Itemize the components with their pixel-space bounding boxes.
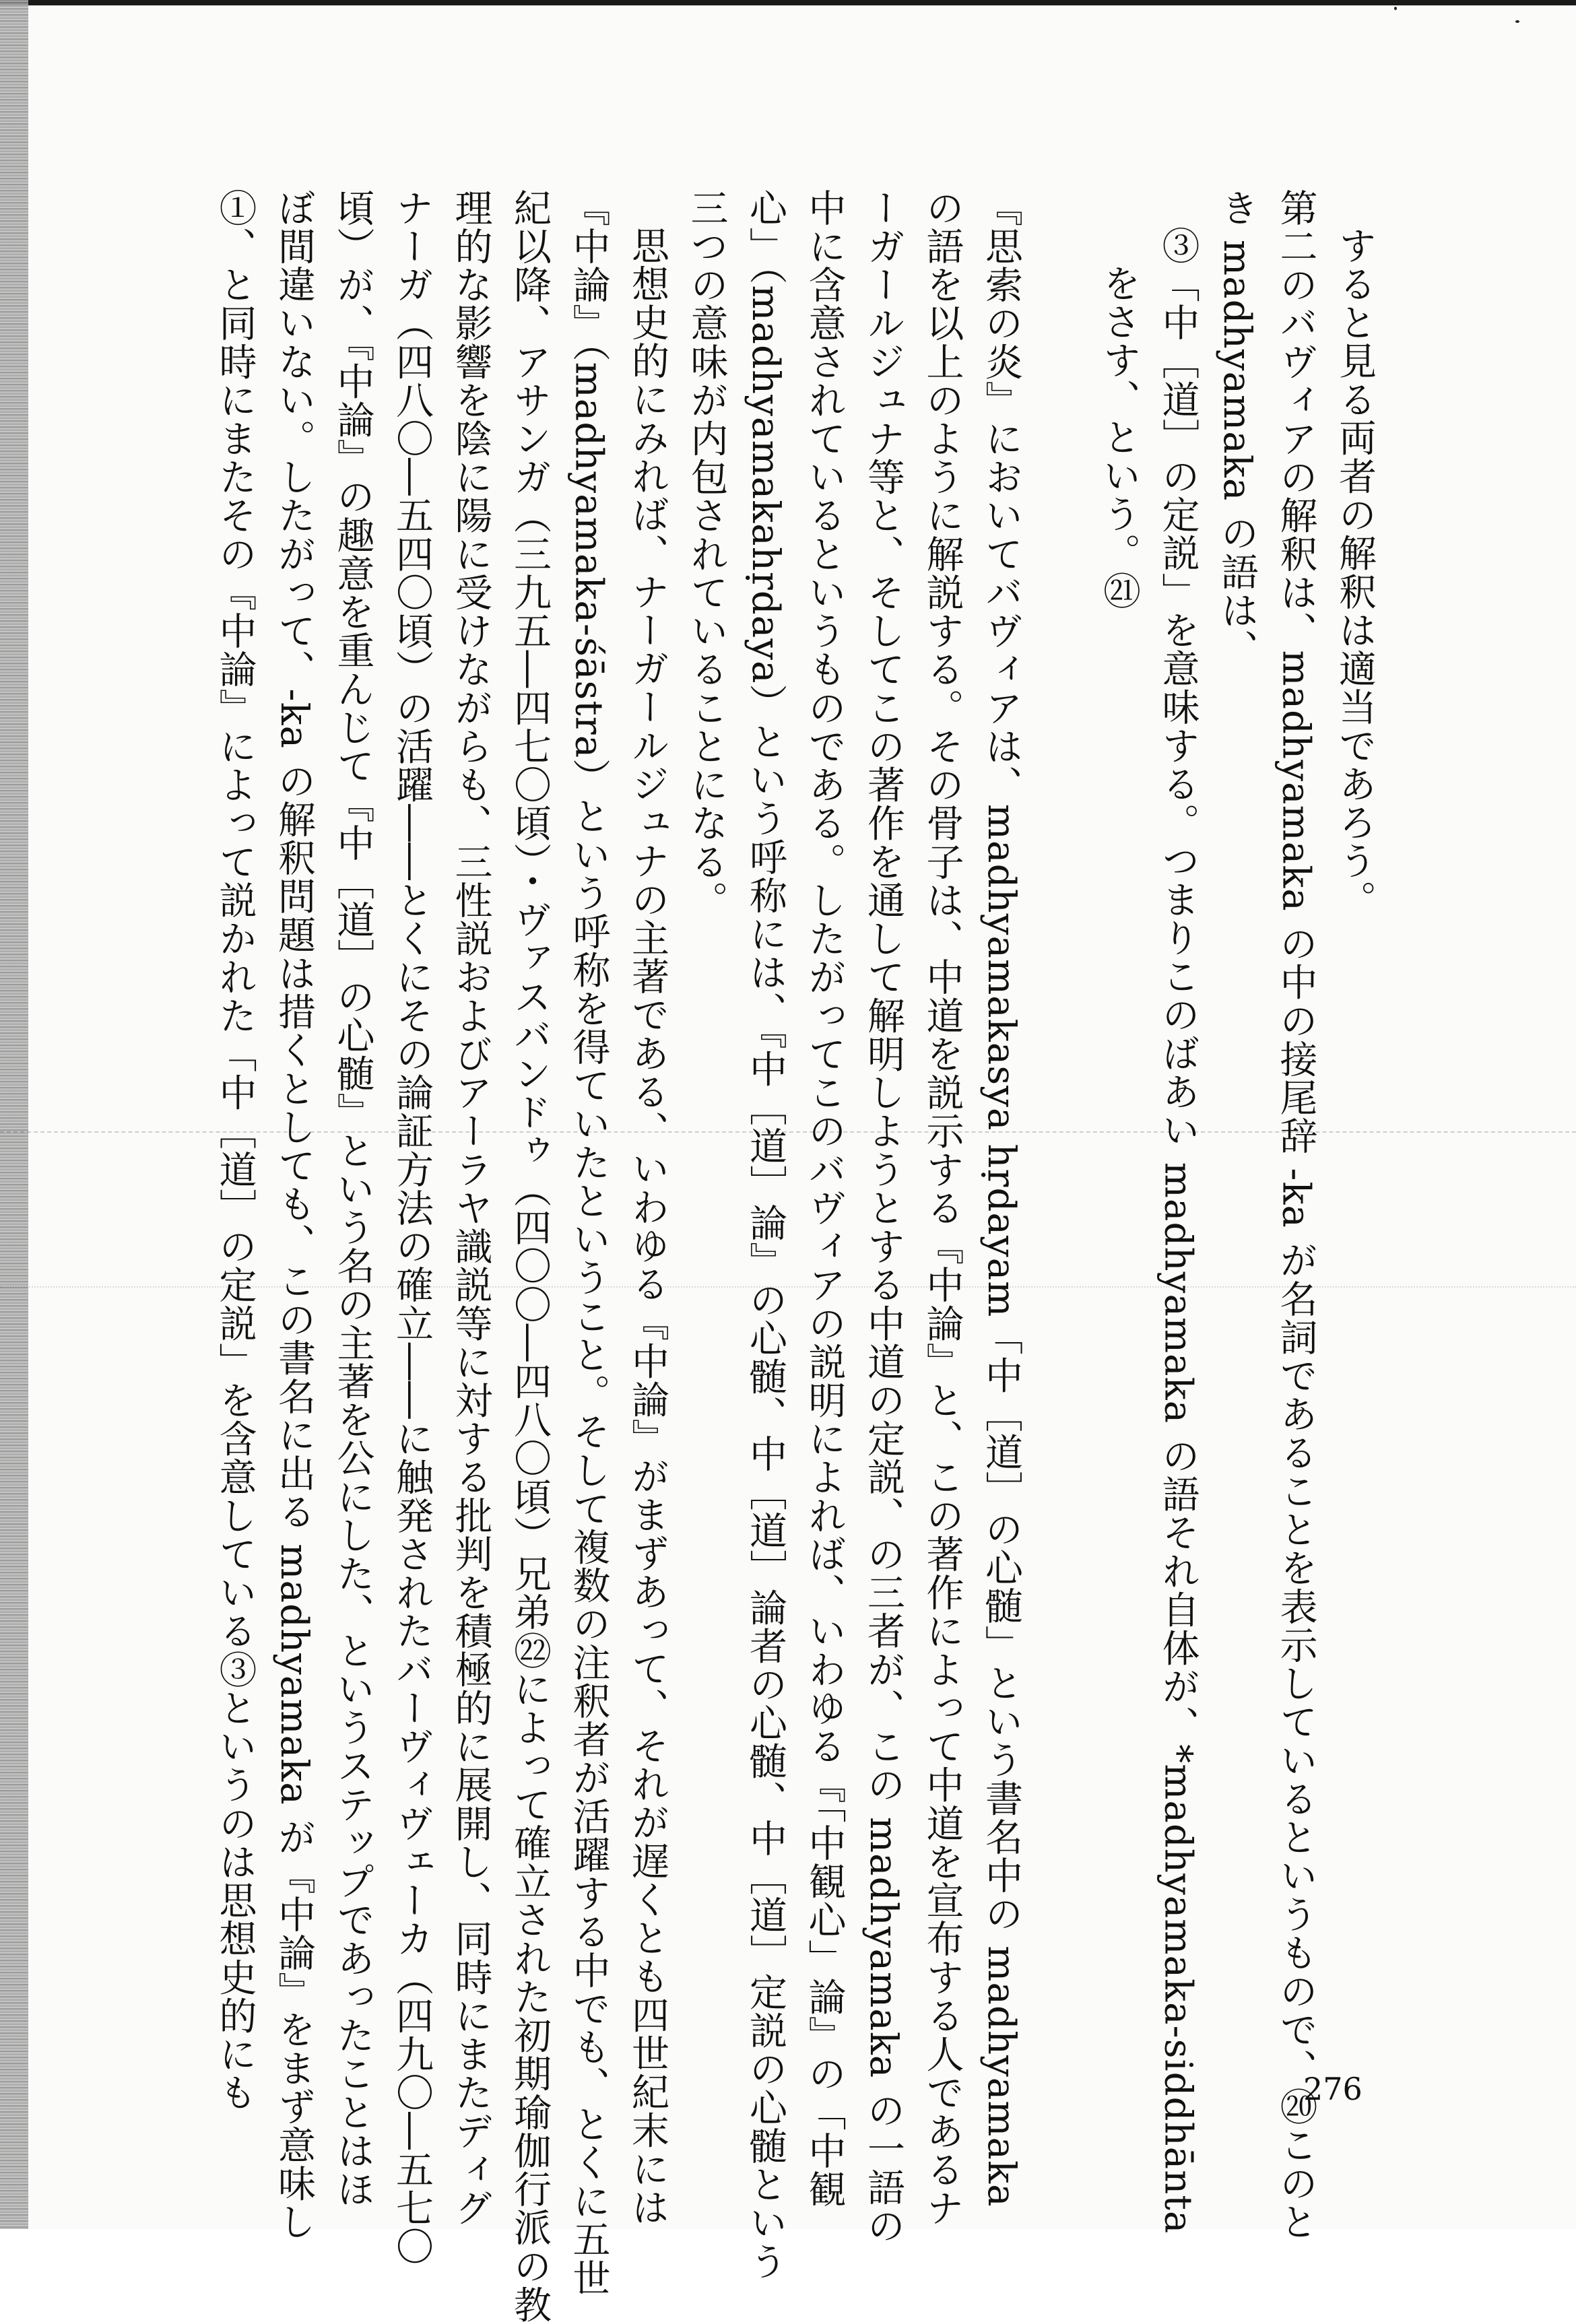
text-line: 理的な影響を陰に陽に受けながらも、三性説およびアーラヤ識説等に対する批判を積極的に展開し、同時にまたディグ — [449, 189, 493, 2228]
text-line: 頃）が、『中論』の趣意を重んじて『中［道］の心髄』という名の主著を公にした、というステップであったことはほ — [331, 189, 375, 2209]
text-line: ぼ間違いない。したがって、-ka の解釈問題は措くとしても、この書名に出る madhyamaka が『中論』をまず意味し — [272, 189, 316, 2242]
text-line: 『思索の炎』においてバヴィアは、madhyamakasya hṛdayam「中［道］の心髄」という書名中の madhyamaka — [979, 189, 1023, 2207]
text-line: き madhyamaka の語は、 — [1215, 189, 1259, 668]
scan-speck — [1394, 7, 1397, 10]
scan-top-edge — [0, 0, 1576, 5]
text-line: ③「中［道］の定説」を意味する。つまりこのばあい madhyamaka の語それ自体が、*madhyamaka-siddhānta — [1156, 226, 1200, 2234]
text-line: 中に含意されているというものである。したがってこのバヴィアの説明によれば、いわゆる『「中観心」論』の「中観 — [802, 189, 847, 2209]
text-line: ナーガ（四八〇―五四〇頃）の活躍――とくにその論証方法の確立――に触発されたバーヴィヴェーカ（四九〇―五七〇 — [390, 189, 434, 2266]
text-line: すると見る両者の解釈は適当であろう。 — [1333, 226, 1377, 919]
text-line: の語を以上のように解説する。その骨子は、中道を説示する『中論』と、この著作によって中道を宣布する人であるナ — [920, 189, 964, 2228]
page-number: 276 — [1303, 2071, 1362, 2107]
text-line: 第二のバヴィアの解釈は、madhyamaka の中の接尾辞 -ka が名詞であることを表示しているというもので、⑳このと — [1274, 189, 1318, 2242]
scan-left-edge — [0, 0, 28, 2229]
text-line: ①、と同時にまたその『中論』によって説かれた「中［道］の定説」を含意している③というのは思想史的にも — [213, 189, 257, 2112]
text-line: 『中論』（madhyamaka-śāstra）という呼称を得ていたということ。そして複数の注釈者が活躍する中でも、とくに五世 — [566, 189, 611, 2298]
text-line: 心」（madhyamakahṛdaya）という呼称には、『中［道］論』の心髄、中［道］論者の心髄、中［道］定説の心髄という — [744, 189, 787, 2281]
text-line: ーガールジュナ等と、そしてこの著作を通して解明しようとする中道の定説、の三者が、この madhyamaka の一語の — [861, 189, 905, 2245]
text-line: をさす、という。㉑ — [1097, 264, 1141, 611]
text-line: 紀以降、アサンガ（三九五―四七〇頃）・ヴァスバンドゥ（四〇〇―四八〇頃）兄弟㉒によって確立された初期瑜伽行派の教 — [508, 189, 552, 2324]
text-line: 思想史的にみれば、ナーガールジュナの主著である、いわゆる『中論』がまずあって、それが遅くとも四世紀末には — [626, 226, 669, 2227]
paragraph-gap — [1030, 189, 1090, 1980]
text-line: 三つの意味が内包されていることになる。 — [684, 189, 729, 920]
scan-speck — [1515, 20, 1519, 23]
